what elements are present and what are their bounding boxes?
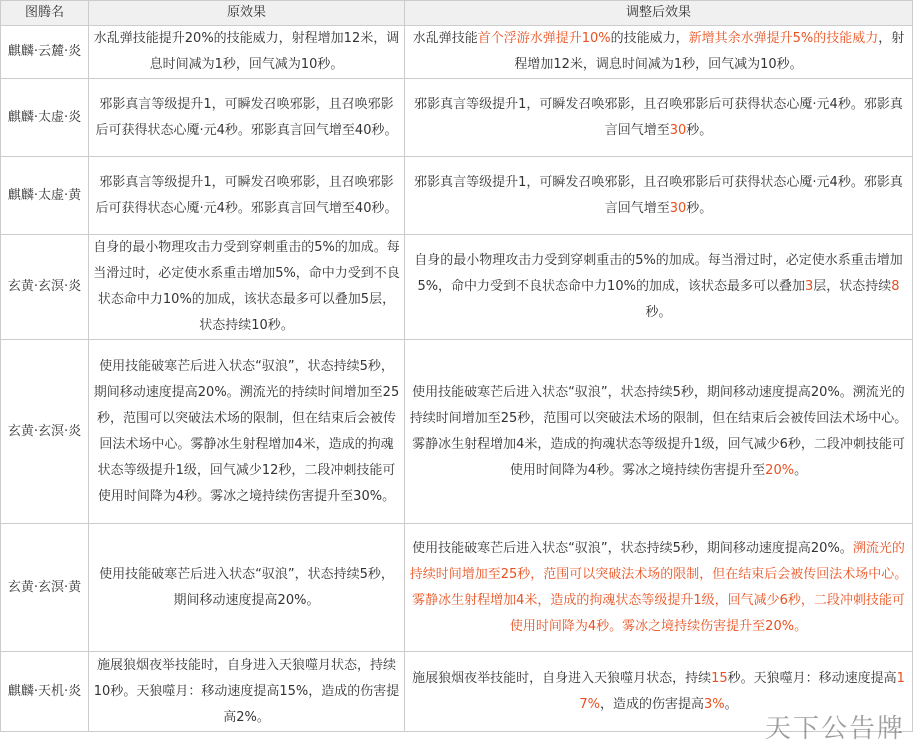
effect-text: 邪影真言等级提升1，可瞬发召唤邪影，且召唤邪影后可获得状态心魇·元4秒。邪影真言回气增至40秒。 (95, 96, 398, 138)
table-header (1, 1, 913, 26)
effect-text: 自身的最小物理攻击力受到穿刺重击的5%的加成。每当滑过时，必定使水系重击增加5%，命中力受到不良状态命中力10%的加成，该状态最多可以叠加 (414, 253, 903, 294)
effect-text: 层，状态持续 (813, 279, 892, 294)
original-effect-cell (89, 524, 405, 652)
totem-name-cell: 玄黄·玄溟·黄 (1, 524, 89, 652)
header-name: 图腾名 (1, 1, 89, 26)
table-row (1, 79, 913, 157)
adjusted-effect-cell (405, 235, 913, 340)
original-effect-cell (89, 26, 405, 79)
effect-text: 邪影真言等级提升1，可瞬发召唤邪影，且召唤邪影后可获得状态心魇·元4秒。邪影真言回气增至 (414, 174, 903, 216)
effect-text: 秒。 (686, 122, 713, 138)
effect-text: 。 (794, 462, 808, 478)
table-row (1, 340, 913, 524)
effect-text: 秒。天狼噬月：移动速度提高 (727, 670, 897, 686)
adjusted-effect-cell (405, 340, 913, 524)
effect-text: 施展狼烟夜举技能时，自身进入天狼噬月状态，持续 (412, 670, 712, 686)
totem-name-cell: 麒麟·太虚·黄 (1, 157, 89, 235)
original-effect-cell (89, 157, 405, 235)
effect-text: 。 (724, 696, 738, 712)
highlighted-text: 15 (711, 670, 728, 686)
effect-text: 使用技能破寒芒后进入状态“驭浪”，状态持续5秒，期间移动速度提高20%。 (412, 540, 853, 556)
original-effect-cell (89, 235, 405, 340)
highlighted-text: 30 (669, 122, 687, 138)
table-row (1, 26, 913, 79)
effect-text: 秒。 (645, 305, 672, 320)
totem-name-cell: 麒麟·天机·炎 (1, 652, 89, 732)
watermark-text: 天下公告牌 (764, 714, 905, 744)
highlighted-text: 3 (804, 279, 814, 294)
highlighted-text: 8 (891, 279, 900, 294)
effect-text: ，造成的伤害提高 (599, 696, 704, 712)
highlighted-text: 17% (579, 670, 905, 712)
table-row (1, 524, 913, 652)
table-body (1, 26, 913, 732)
adjusted-effect-cell (405, 79, 913, 157)
effect-text: 水乱弹技能提升20%的技能威力，射程增加12米，调息时间减为1秒，回气减为10秒。 (93, 31, 400, 72)
totem-name-cell: 玄黄·玄溟·炎 (1, 340, 89, 524)
highlighted-text: 新增其余水弹提升5%的技能威力 (688, 31, 879, 46)
effect-text: 秒。 (686, 200, 713, 216)
effect-text: 的技能威力， (610, 31, 689, 46)
header-original: 原效果 (89, 1, 405, 26)
table-row (1, 235, 913, 340)
totem-name-cell: 麒麟·太虚·炎 (1, 79, 89, 157)
highlighted-text: 首个浮游水弹提升10% (477, 31, 611, 46)
highlighted-text: 3% (704, 696, 725, 712)
adjusted-effect-cell (405, 524, 913, 652)
effect-text: 水乱弹技能 (412, 31, 478, 46)
effect-text: 邪影真言等级提升1，可瞬发召唤邪影，且召唤邪影后可获得状态心魇·元4秒。邪影真言回气增至40秒。 (95, 174, 398, 216)
original-effect-cell (89, 340, 405, 524)
effect-text: 使用技能破寒芒后进入状态“驭浪”，状态持续5秒，期间移动速度提高20%。溯流光的持续时间增加至25秒，范围可以突破法术场的限制，但在结束后会被传回法术场中心。雾静冰生射程增加4米，造成的拘魂状态等级提升1级，回气减少6秒，二段冲刺技能可使用时间降为4秒。雾冰之境持续伤害提升至 (409, 384, 908, 478)
totem-name-cell: 麒麟·云麓·炎 (1, 26, 89, 79)
effect-text: ，射程增加12米，调息时间减为1秒，回气减为10秒。 (514, 31, 905, 72)
table-row (1, 157, 913, 235)
header-row (1, 1, 913, 26)
effect-text: 自身的最小物理攻击力受到穿刺重击的5%的加成。每当滑过时，必定使水系重击增加5%，命中力受到不良状态命中力10%的加成，该状态最多可以叠加5层，状态持续10秒。 (93, 240, 400, 333)
highlighted-text: 20% (765, 462, 795, 478)
effect-text: 邪影真言等级提升1，可瞬发召唤邪影，且召唤邪影后可获得状态心魇·元4秒。邪影真言回气增至 (414, 96, 903, 138)
original-effect-cell (89, 79, 405, 157)
header-adjusted: 调整后效果 (405, 1, 913, 26)
effect-text: 施展狼烟夜举技能时，自身进入天狼噬月状态，持续10秒。天狼噬月：移动速度提高15%，造成的伤害提高2%。 (93, 657, 400, 725)
totem-name-cell: 玄黄·玄溟·炎 (1, 235, 89, 340)
effect-text: 使用技能破寒芒后进入状态“驭浪”，状态持续5秒，期间移动速度提高20%。溯流光的持续时间增加至25秒，范围可以突破法术场的限制，但在结束后会被传回法术场中心。雾静冰生射程增加4米，造成的拘魂状态等级提升1级，回气减少12秒，二段冲刺技能可使用时间降为4秒。雾冰之境持续伤害提升至30%。 (93, 358, 400, 504)
highlighted-text: 30 (669, 200, 687, 216)
adjusted-effect-cell (405, 26, 913, 79)
adjusted-effect-cell (405, 157, 913, 235)
effect-text: 使用技能破寒芒后进入状态“驭浪”，状态持续5秒，期间移动速度提高20%。 (99, 566, 394, 608)
highlighted-text: 溯流光的持续时间增加至25秒，范围可以突破法术场的限制，但在结束后会被传回法术场中心。雾静冰生射程增加4米，造成的拘魂状态等级提升1级，回气减少6秒，二段冲刺技能可使用时间降为4秒。雾冰之境持续伤害提升至20%。 (409, 540, 908, 634)
original-effect-cell (89, 652, 405, 732)
